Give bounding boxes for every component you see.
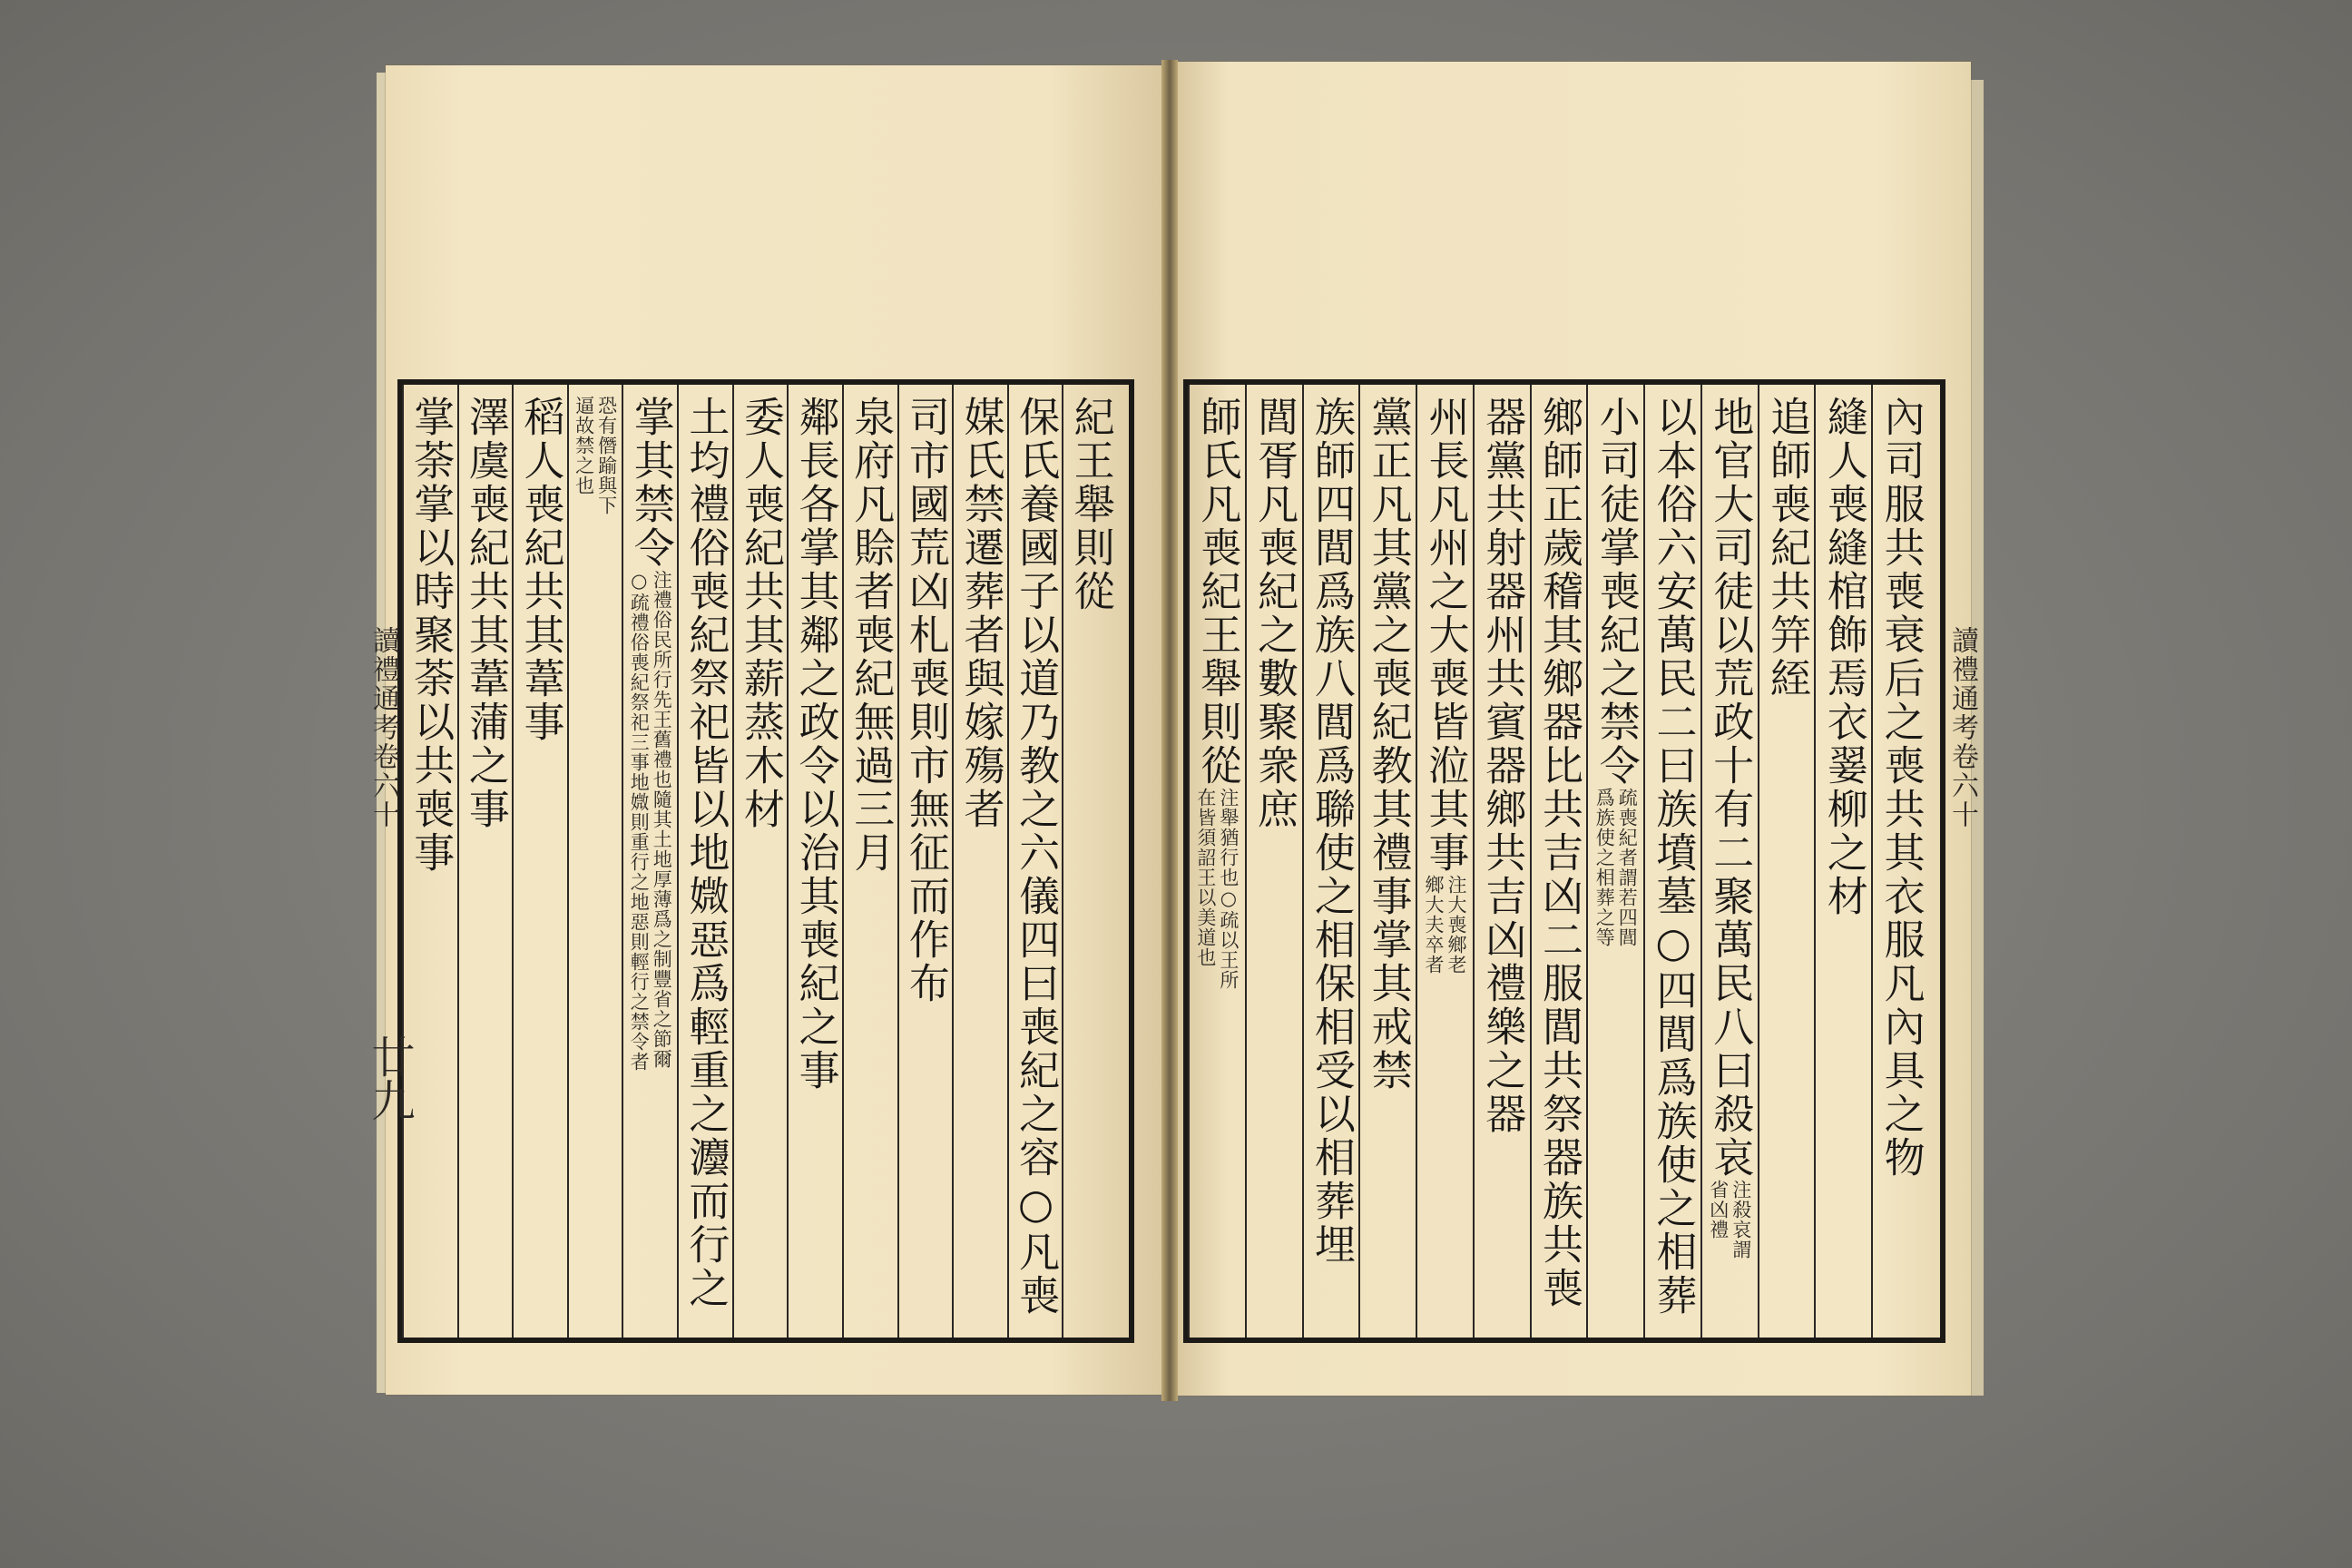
column-main-text: 泉府凡賒者喪紀無過三月: [847, 396, 896, 875]
annotation-block: [1594, 788, 1637, 947]
text-column: [403, 385, 458, 1338]
column-main-text: 小司徒掌喪紀之禁令: [1592, 396, 1641, 788]
annotation-line: 鄉大夫卒者: [1422, 875, 1445, 975]
left-folio: 廿九: [364, 1034, 415, 1122]
text-column: [1531, 385, 1588, 1338]
text-column: [568, 385, 623, 1338]
text-column: [1872, 385, 1929, 1338]
annotation-line: 疏喪紀者謂若四閭: [1616, 788, 1639, 947]
column-rule: [402, 385, 404, 1338]
annotation-line: 逼故禁之也: [573, 396, 595, 495]
annotation-line: 注殺哀謂: [1730, 1180, 1752, 1259]
annotation-block: [1709, 1180, 1751, 1259]
text-column: [678, 385, 733, 1338]
text-column: [1359, 385, 1416, 1338]
left-text-frame: [397, 379, 1134, 1343]
column-main-text: 地官大司徒以荒政十有二聚萬民八曰殺哀: [1706, 396, 1755, 1180]
column-main-text: 掌其禁令: [626, 396, 675, 570]
column-main-text: 以本俗六安萬民二曰族墳墓○四閭爲族使之相葬: [1649, 396, 1698, 1318]
annotation-line: 注禮俗民所行先王舊禮也隨其土地厚薄爲之制豐省之節爾: [651, 570, 673, 1069]
text-column: [622, 385, 678, 1338]
text-column: [458, 385, 514, 1338]
column-main-text: 稻人喪紀共其葦事: [516, 396, 565, 744]
annotation-line: 在皆須詔王以美道也: [1194, 788, 1217, 967]
text-column: [843, 385, 898, 1338]
column-main-text: 追師喪紀共笄絰: [1763, 396, 1812, 701]
text-column: [1063, 385, 1118, 1338]
right-text-frame: [1183, 379, 1945, 1343]
text-column: [1759, 385, 1816, 1338]
annotation-line: 注大喪鄉老: [1445, 875, 1467, 975]
column-main-text: 黨正凡其黨之喪紀教其禮事掌其戒禁: [1364, 396, 1413, 1093]
book-gutter: [1161, 60, 1178, 1401]
column-main-text: 鄰長各掌其鄰之政令以治其喪紀之事: [791, 396, 840, 1093]
annotation-block: [1196, 788, 1239, 990]
text-column: [733, 385, 789, 1338]
annotation-line: ○疏禮俗喪紀祭祀三事地媺則重行之地惡則輕行之禁令者: [628, 570, 651, 1072]
column-main-text: 鄉師正歲稽其鄉器比共吉凶二服閭共祭器族共喪: [1534, 396, 1583, 1310]
annotation-line: 恐有僭踰與下: [595, 396, 618, 515]
column-main-text: 委人喪紀共其薪蒸木材: [736, 396, 785, 831]
text-column: [1303, 385, 1360, 1338]
text-column: [513, 385, 568, 1338]
column-main-text: 閭胥凡喪紀之數聚衆庶: [1250, 396, 1299, 831]
text-column: [1474, 385, 1531, 1338]
annotation-block: [1424, 875, 1466, 975]
text-column: [953, 385, 1008, 1338]
column-main-text: 澤虞喪紀共其葦蒲之事: [461, 396, 510, 831]
text-column: [1008, 385, 1063, 1338]
annotation-line: 注舉猶行也○疏以王所: [1217, 788, 1240, 990]
annotation-line: 爲族使之相葬之等: [1593, 788, 1616, 947]
column-main-text: 內司服共喪衰后之喪共其衣服凡內具之物: [1877, 396, 1926, 1180]
text-column: [788, 385, 843, 1338]
column-main-text: 州長凡州之大喪皆涖其事: [1421, 396, 1470, 875]
annotation-block: [574, 396, 617, 515]
annotation-line: 省凶禮: [1707, 1180, 1730, 1240]
text-column: [1815, 385, 1872, 1338]
right-band-title: 讀禮通考卷六十: [1946, 626, 1978, 829]
text-column: [1644, 385, 1701, 1338]
column-main-text: 媒氏禁遷葬者與嫁殤者: [956, 396, 1005, 831]
column-main-text: 器黨共射器州共賓器鄉共吉凶禮樂之器: [1478, 396, 1527, 1136]
column-main-text: 保氏養國子以道乃教之六儀四曰喪紀之容○凡喪: [1012, 396, 1061, 1318]
column-main-text: 土均禮俗喪紀祭祀皆以地媺惡爲輕重之灋而行之: [681, 396, 730, 1310]
text-column: [1189, 385, 1246, 1338]
column-main-text: 縫人喪縫棺飾焉衣翣柳之材: [1819, 396, 1868, 918]
column-rule: [1188, 385, 1190, 1338]
column-main-text: 司市國荒凶札喪則市無征而作布: [901, 396, 950, 1005]
text-column: [1587, 385, 1644, 1338]
text-column: [1701, 385, 1759, 1338]
left-band-title: 讀禮通考卷六十: [368, 626, 399, 829]
column-main-text: 師氏凡喪紀王舉則從: [1193, 396, 1242, 788]
annotation-block: [629, 570, 671, 1072]
column-main-text: 族師四閭爲族八閭爲聯使之相保相受以相葬埋: [1307, 396, 1356, 1267]
column-main-text: 紀王舉則從: [1066, 396, 1115, 613]
text-column: [1416, 385, 1474, 1338]
column-main-text: 掌荼掌以時聚荼以共喪事: [407, 396, 456, 875]
text-column: [1246, 385, 1303, 1338]
text-column: [898, 385, 954, 1338]
